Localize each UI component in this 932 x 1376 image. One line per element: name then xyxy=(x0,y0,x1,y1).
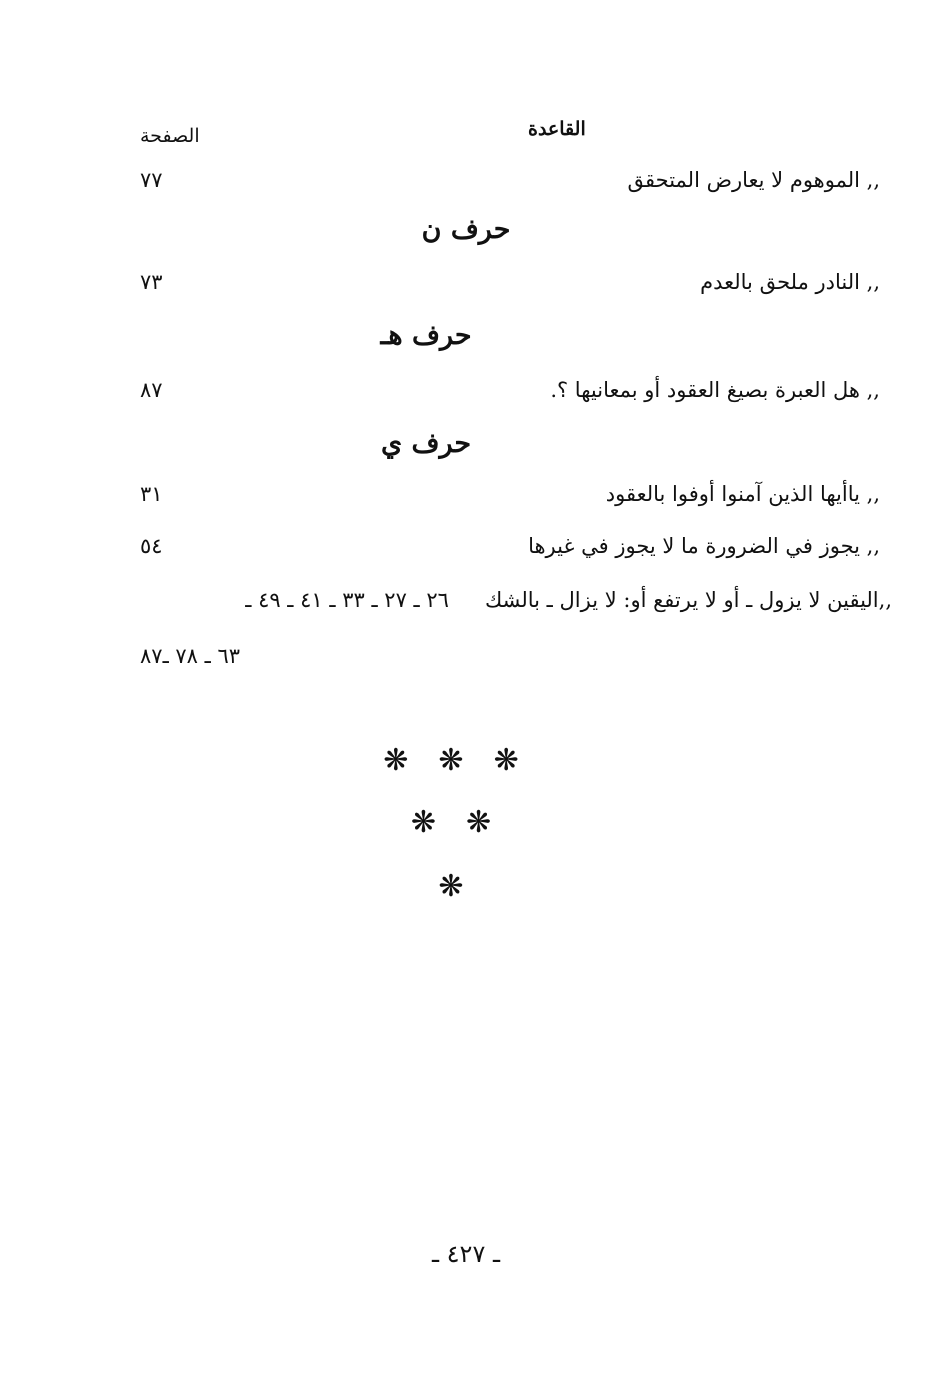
section-heading-nun: حرف ن xyxy=(421,214,511,245)
entry-text: ,, الموهوم لا يعارض المتحقق xyxy=(627,168,880,192)
entry-text: ,,اليقين لا يزول ـ أو لا يرتفع أو: لا يزال ـ بالشك xyxy=(484,588,892,612)
star-ornament-row xyxy=(0,869,932,904)
column-header-page: الصفحة xyxy=(140,125,200,147)
entry-text: ,, النادر ملحق بالعدم xyxy=(700,270,880,294)
index-entry xyxy=(0,168,932,208)
star-icon: ❋ xyxy=(466,805,522,840)
index-entry-long xyxy=(120,588,892,612)
star-icon: ❋ xyxy=(438,743,494,778)
index-entry xyxy=(0,378,932,418)
entry-pages-line2: ٦٣ ـ ٧٨ ـ٨٧ xyxy=(140,644,241,668)
star-icon: ❋ xyxy=(438,869,494,904)
star-icon: ❋ xyxy=(410,805,466,840)
entry-page: ٧٣ xyxy=(140,270,163,294)
star-icon: ❋ xyxy=(493,743,549,778)
index-entry xyxy=(0,534,932,574)
entry-page: ٥٤ xyxy=(140,534,163,558)
page-number: ـ ٤٢٧ ـ xyxy=(431,1240,500,1268)
star-ornament-row xyxy=(0,805,932,840)
entry-pages-line1: ٢٦ ـ ٢٧ ـ ٣٣ ـ ٤١ ـ ٤٩ ـ xyxy=(245,588,449,612)
entry-page: ٨٧ xyxy=(140,378,163,402)
section-heading-ha: حرف هـ xyxy=(380,320,472,351)
index-entry xyxy=(0,270,932,310)
entry-page: ٣١ xyxy=(140,482,163,506)
entry-text: ,, ياأيها الذين آمنوا أوفوا بالعقود xyxy=(605,482,880,506)
section-heading-ya: حرف ي xyxy=(380,428,472,459)
entry-text: ,, يجوز في الضرورة ما لا يجوز في غيرها xyxy=(528,534,880,558)
star-icon: ❋ xyxy=(383,743,439,778)
entry-page: ٧٧ xyxy=(140,168,163,192)
column-header-rule: القاعدة xyxy=(528,118,586,140)
star-ornament-row xyxy=(0,743,932,778)
index-entry xyxy=(0,482,932,522)
entry-text: ,, هل العبرة بصيغ العقود أو بمعانيها ؟. xyxy=(550,378,880,402)
